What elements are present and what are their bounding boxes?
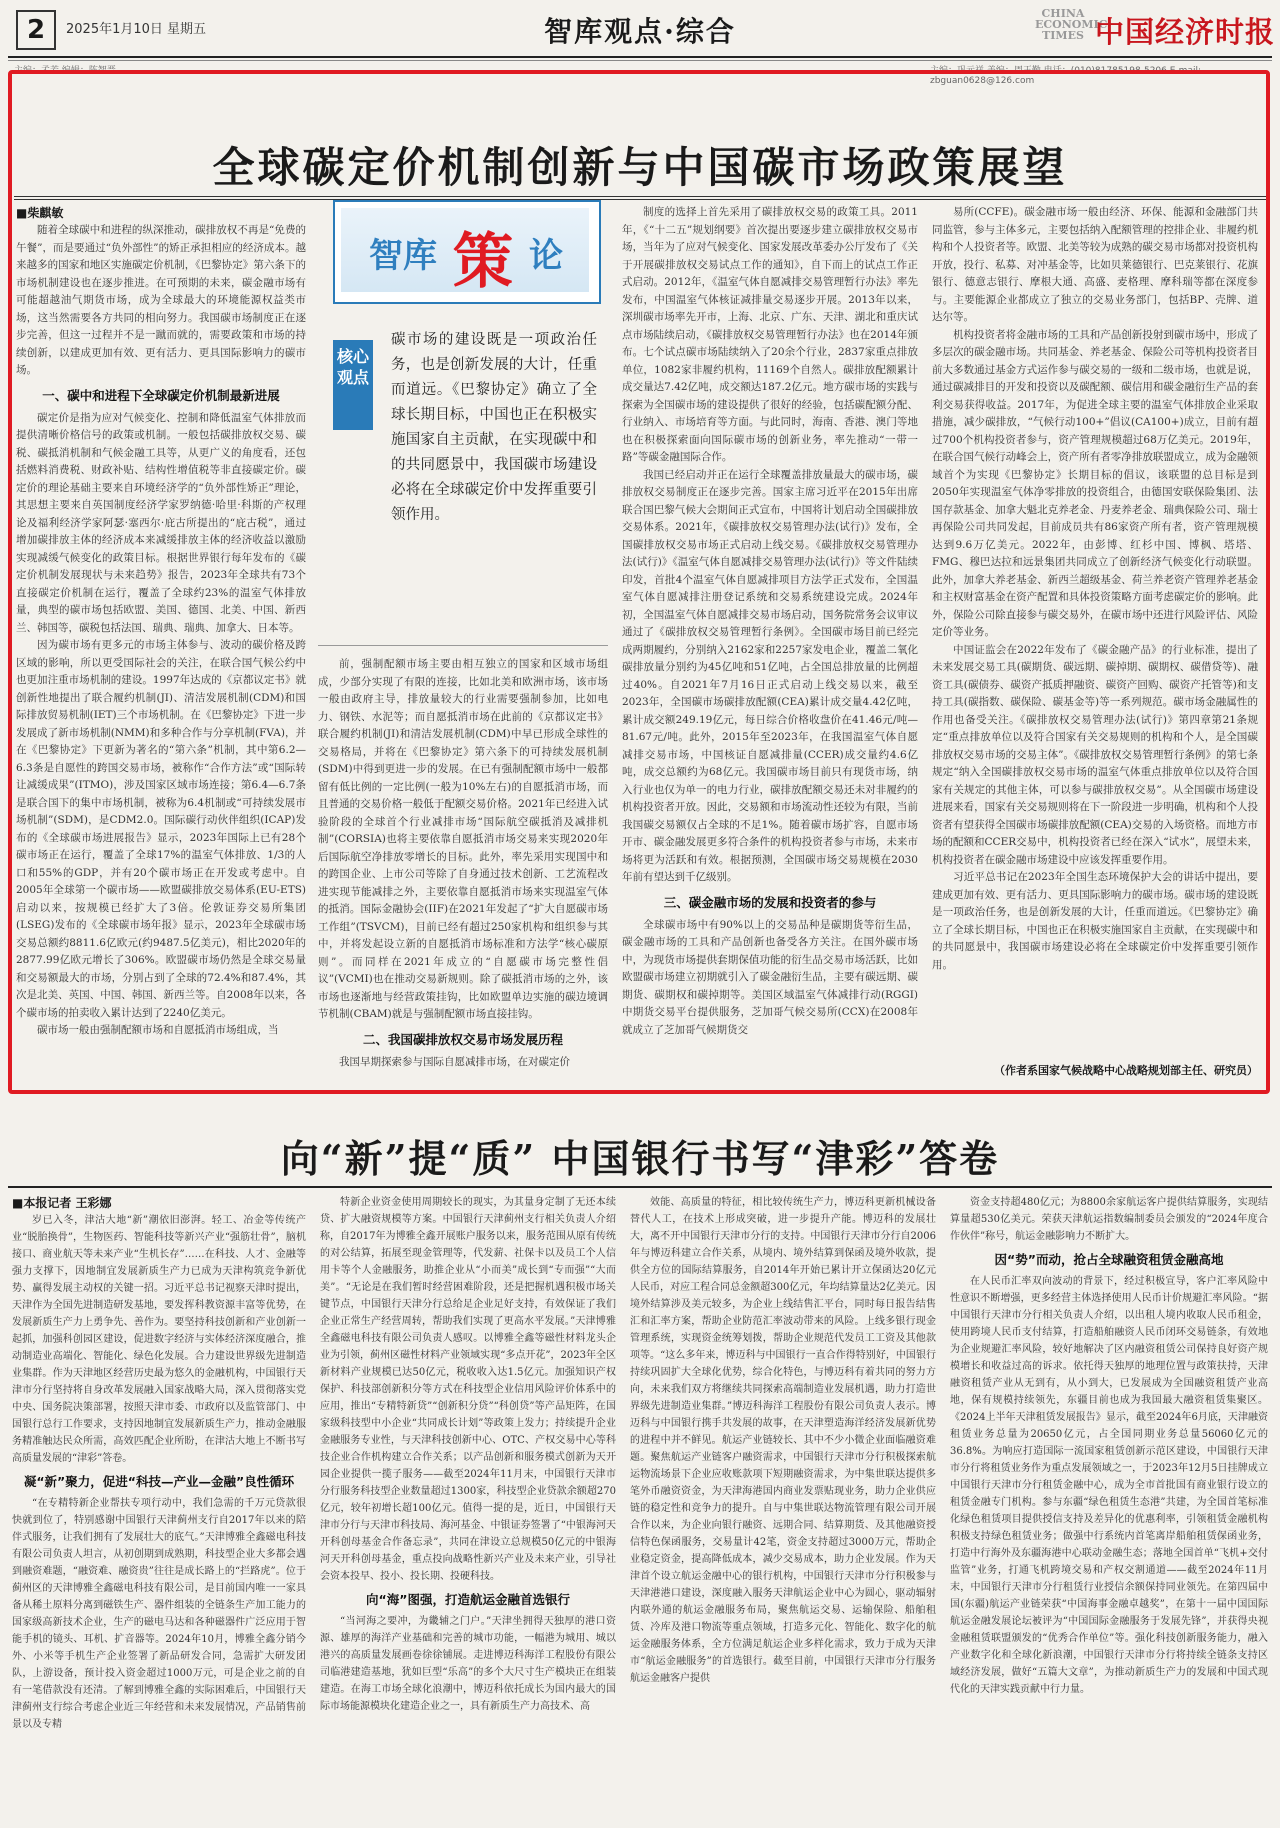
paper-logo: 中国经济时报: [1095, 15, 1276, 49]
paragraph: 机构投资者将金融市场的工具和产品创新投射到碳市场中，形成了多层次的碳金融市场。共同基金、养老基金、保险公司等机构投资者目前大多数通过基金方式运作参与碳交易的一级和二级市场，也就是说，通过碳减排目的开发和投资以及碳配额、碳信用和碳金融衍生产品的套利交易获得收益。2017年，为促进全球主要的温室气体排放企业采取措施，减少碳排放，“气候行动100+”倡议(CA100+)成立，目前有超过700个机构投资者参与，资产管理规模超过68万亿美元。2019年，在联合国气候行动峰会上，资产所有者零净排放联盟成立，成为金融领域首个为实现《巴黎协定》长期目标的倡议，该联盟的总目标是到2050年实现温室气体净零排放的投资组合，由德国安联保险集团、法国存款基金、加拿大魁北克养老金、丹麦养老金、瑞典保险公司、瑞士再保险公司共同发起，目前成员共有86家资产所有者，资产管理规模达到9.6万亿美元。2022年，由彭博、红杉中国、博枫、塔塔、FMG、穆巴达拉和远景集团共同成立了创新经济气候变化行动联盟。此外，加拿大养老基金、新西兰超级基金、荷兰养老资产管理养老基金和主权财富基金在资产配置和具体投资策略方面考虑碳定价的影响。此外，保险公司除直接参与碳交易外，在碳市场中还进行风险评估、风险定价等业务。: [932, 328, 1258, 638]
page-number: 2: [16, 10, 56, 50]
masthead-rule-thin: [8, 60, 1272, 61]
paragraph: 随着全球碳中和进程的纵深推动，碳排放权不再是“免费的午餐”，而是要通过“负外部性”的矫正承担相应的经济成本。越来越多的国家和地区实施碳定价机制，《巴黎协定》第六条下的市场机制建设也在逐步推进。在可预期的未来，碳金融市场有可能超越油气期货市场，成为全球最大的环境能源权益类市场，这当然需要各方共同的相向努力。我国碳市场制度正在逐步完善，但这一过程并不是一蹴而就的，需要政策和市场的持续创新，以建成更加有效、更有活力、更具国际影响力的碳市场。: [16, 224, 306, 376]
core-viewpoint-box: [333, 318, 597, 618]
article2-title: 向“新”提“质” 中国银行书写“津彩”答卷: [280, 1136, 1000, 1181]
badge-label-mid: 策: [453, 227, 513, 297]
article-title: 全球碳定价机制创新与中国碳市场政策展望: [212, 143, 1068, 192]
author-credit: （作者系国家气候战略中心战略规划部主任、研究员）: [994, 1064, 1258, 1077]
article2-rule: [8, 1186, 1272, 1188]
title-rule-2: [14, 199, 1266, 200]
editor-info-left: 主编：孟芳 编辑：陈智晋: [14, 66, 116, 76]
paragraph: 易所(CCFE)。碳金融市场一般由经济、环保、能源和金融部门共同监管，参与主体多元，主要包括纳入配额管理的控排企业、非履约机构和个人投资者等。欧盟、北美等较为成熟的碳交易市场都对投资机构开放，投行、私募、对冲基金等，比如贝莱德银行、巴克莱银行、花旗银行、德意志银行、摩根大通、高盛、麦格理、摩科瑞等都在深度参与。主要能源企业都成立了独立的交易业务部门，包括BP、壳牌、道达尔等。: [932, 206, 1258, 323]
section-title: 智库观点·综合: [544, 15, 736, 48]
core-box-divider: [318, 645, 608, 646]
paragraph: 资金支持超480亿元；为8800余家航运客户提供结算服务，实现结算量超530亿美元。荣获天津航运指数编制委员会颁发的“2024年度合作伙伴”称号，航运金融影响力不断扩大。: [950, 1197, 1268, 1242]
paragraph: 我国早期探索参与国际自愿减排市场，在对碳定价: [339, 1055, 570, 1068]
section-heading-2: 二、我国碳排放权交易市场发展历程: [362, 1031, 563, 1047]
paper-english-name: CHINA ECONOMIC TIMES: [1035, 7, 1108, 42]
paragraph: 因为碳市场有更多元的市场主体参与、波动的碳价格及跨区域的影响，所以更受国际社会的关注，在联合国气候公约中也更加注重市场机制的建设。1997年达成的《京都议定书》就创新性地提出了联合履约机制(JI)、清洁发展机制(CDM)和国际排放贸易机制(IET)三个市场机制。在《巴黎协定》下进一步发展成了新市场机制(NMM)和多种合作与分享机制(FVA)，并在《巴黎协定》下更新为著名的“第六条”机制，其中第6.2—6.3条是自愿性的跨国交易市场，被称作“合作方法”或“国际转让减缓成果”(ITMO)，涉及国家区域市场连接；第6.4—6.7条是联合国下的集中市场机制，被称为6.4机制或“可持续发展市场机制”(SDM)，是CDM2.0。国际碳行动伙伴组织(ICAP)发布的《全球碳市场进展报告》显示，2023年国际上已有28个碳市场正在运行，覆盖了全球17%的温室气体排放、1/3的人口和55%的GDP，并有20个碳市场正在开发或考虑中。自2005年全球第一个碳市场——欧盟碳排放交易体系(EU-ETS)启动以来，按规模已经扩大了3倍。伦敦证券交易所集团(LSEG)发布的《全球碳市场年报》显示，2023年全球碳市场交易总额约8811.6亿欧元(约9487.5亿美元)，相比2020年的2877.99亿欧元增长了306%。欧盟碳市场仍然是全球交易量和交易额最大的市场，分别占到了全球的72.4%和87.4%，其次是北美、英国、中国、韩国、新西兰等。自2008年以来，各个碳市场的拍卖收入累计达到了2240亿美元。: [16, 639, 306, 1019]
paragraph: 前，强制配额市场主要由相互独立的国家和区域市场组成，少部分实现了有限的连接，比如北美和欧洲市场，该市场一般由政府主导，排放量较大的行业需要强制参加，比如电力、钢铁、水泥等；而自愿抵消市场在此前的《京都议定书》联合履约机制(JI)和清洁发展机制(CDM)中早已形成全球性的交易格局，并将在《巴黎协定》第六条下的可持续发展机制(SDM)中得到更进一步的发展。在已有强制配额市场中一般都留有低比例的一定比例(一般为10%左右)的自愿抵消市场，而且普通的交易价格一般低于配额交易价格。2021年已经进入试验阶段的全球首个行业减排市场“国际航空碳抵消及减排机制”(CORSIA)也将主要依靠自愿抵消市场交易来实现2020年后国际航空净排放零增长的目标。此外，率先采用实现国中和的跨国企业、上市公司等除了自身通过技术创新、工艺流程改进实现节能减排之外，主要依靠自愿抵消市场来实现温室气体的抵消。国际金融协会(IIF)在2021年发起了“扩大自愿碳市场工作组”(TSVCM)，目前已经有超过250家机构和组织参与其中，并将发起设立新的自愿抵消市场标准和方法学“核心碳原则”。而同样在2021年成立的“自愿碳市场完整性倡议”(VCMI)也在推动交易新规则。除了碳抵消市场的之外，该市场也逐渐地与经营政策挂钩，比如欧盟单边实施的碳边境调节机制(CBAM)就是与强制配额市场直接挂钩。: [318, 658, 608, 1020]
paragraph: 碳市场一般由强制配额市场和自愿抵消市场组成，当: [37, 1024, 279, 1036]
article2-column-1: [12, 1212, 306, 1822]
author-byline: ■柴麒敏: [16, 206, 64, 220]
masthead: [0, 0, 1280, 86]
title-rule: [14, 196, 1266, 197]
paragraph: 全球碳市场中有90%以上的交易品种是碳期货等衍生品，碳金融市场的工具和产品创新也备受各方关注。在国外碳市场中，为现货市场提供套期保值功能的衍生品交易市场活跃，比如欧盟碳市场建立初期就引入了碳金融衍生品，主要有碳远期、碳期货、碳期权和碳掉期等。美国区域温室气体减排行动(RGGI)中期货交易平台提供服务，芝加哥气候交易所(CCX)在2008年就成立了芝加哥气候期货交: [622, 918, 918, 1036]
paragraph: 岁已入冬，津沽大地“新”潮依旧澎湃。轻工、冶金等传统产业“脱胎换骨”，生物医药、智能科技等新兴产业“强筋壮骨”，脑机接口、商业航天等未来产业“生机长存”……在科技、人才、金融等强力支撑下，因地制宜发展新质生产力已成为天津构筑竞争新优势、赢得发展主动权的关键一招。习近平总书记视察天津时提出，天津作为全国先进制造研发基地，要发挥科教资源丰富等优势，在发展新质生产力上勇争先、善作为。要坚持科技创新和产业创新一起抓，加强科创园区建设，促进数字经济与实体经济深度融合，推动制造业高端化、智能化、绿色化发展。合力建设世界级先进制造业集群。作为天津地区经营历史最为悠久的金融机构，中国银行天津市分行坚持将自身改革发展融入国家战略大局，深入贯彻落实党中央、国务院决策部署，按照天津市委、市政府以及监管部门、中国银行总行工作要求，支持因地制宜发展新质生产力，推动金融服务精准触达民众所需，高效匹配企业所盼，在津沽大地上不断书写高质量发展的“津彩”答卷。: [12, 1215, 306, 1464]
article2-byline: ■本报记者 王彩娜: [12, 1196, 112, 1210]
issue-date: 2025年1月10日 星期五: [66, 22, 207, 37]
paragraph: 习近平总书记在2023年全国生态环境保护大会的讲话中提出，要建成更加有效、更有活力、更具国际影响力的碳市场。碳市场的建设既是一项政治任务，也是创新发展的大计，任重而道远。《巴黎协定》确立了全球长期目标，中国也正在积极实施国家自主贡献，在实现碳中和的共同愿景中，我国碳市场建设必将在全球碳定价中发挥重要引领作用。: [932, 871, 1258, 971]
article-column-1: [16, 222, 306, 1082]
paragraph: “在专精特新企业帮扶专项行动中，我们急需的千万元贷款很快就到位了，特别感谢中国银行天津蓟州支行自2017年以来的陪伴式服务，让我们拥有了发展壮大的底气。”天津博雅全鑫磁电科技有限公司负责人坦言，从初创期到成熟期，科技型企业大多都会遇到融资难题，“融资难、融资贵”往往是成长路上的“拦路虎”。位于蓟州区的天津博雅全鑫磁电科技有限公司，是目前国内唯一一家具备从稀土原料分离到磁铁生产、器件组装的全链条生产加工能力的国家级高新技术企业，生产的磁电马达和各种磁器件广泛应用于智能手机的镜头、耳机、扩音器等。2024年10月，博雅全鑫分销今外、小米等手机生产企业签署了新品研发合同，急需扩大研发团队，上游设备，预计投入资金超过1000万元，可是企业之前的自有一笔借款没有还清。了解到博雅全鑫的实际困难后，中国银行天津蓟州支行综合考虑企业近三年经营和未来发展情况，产品销售前景以及专精: [12, 1498, 306, 1730]
core-viewpoint-text: 碳市场的建设既是一项政治任务，也是创新发展的大计，任重而道远。《巴黎协定》确立了全球长期目标，中国也正在积极实施国家自主贡献，在实现碳中和的共同愿景中，我国碳市场建设必将在全球碳定价中发挥重要引领作用。: [391, 332, 597, 523]
section-heading-1: 一、碳中和进程下全球碳定价机制最新进展: [42, 387, 280, 403]
badge-label-right: 论: [529, 236, 563, 276]
paragraph: “当河海之要冲，为畿辅之门户。”天津坐拥得天独厚的港口资源、雄厚的海洋产业基础和完善的城市功能，一幅港为城用、城以港兴的高质量发展画卷徐徐铺展。走进博迈科海洋工程股份有限公司临港建造基地，犹如巨型“乐高”的多个大尺寸生产模块正在组装建造。在海工市场全球化浪潮中，博迈科依托成长为国内最大的国际市场能源模块化建造企业之一，具有新质生产力高技术、高: [320, 1616, 616, 1712]
article2-column-3: [630, 1194, 936, 1822]
masthead-rule: [8, 56, 1272, 58]
paragraph: 我国已经启动并正在运行全球覆盖排放量最大的碳市场，碳排放权交易制度正在逐步完善。国家主席习近平在2015年出席联合国巴黎气候大会期间正式宣布，中国将计划启动全国碳排放交易体系。2021年，《碳排放权交易管理办法(试行)》发布，全国碳排放权交易市场正式启动上线交易。《碳排放权交易管理办法(试行)》《温室气体自愿减排交易管理办法(试行)》等文件陆续印发，首批4个温室气体自愿减排项目方法学正式发布，全国温室气体自愿减排注册登记系统和交易系统建设完成。2024年初，全国温室气体自愿减排交易市场启动，国务院常务会议审议通过了《碳排放权交易管理暂行条例》。全国碳市场目前已经完成两期履约，分别纳入2162家和2257家发电企业，覆盖二氧化碳排放量分别约为45亿吨和51亿吨，占全国总排放量的比例超过40%。自2021年7月16日正式启动上线交易以来，截至2023年，全国碳市场碳排放配额(CEA)累计成交量4.42亿吨，累计成交额249.19亿元，每日综合价格收盘价在41.46元/吨—81.67元/吨。此外，2015年至2023年，在我国温室气体自愿减排交易市场，中国核证自愿减排量(CCER)成交量约4.6亿吨，成交总额约为68亿元。我国碳市场目前只有现货市场，纳入行业也仅为单一的电力行业，碳排放配额交易还未对非履约的机构投资者开放。因此，交易额和市场流动性还较为有限，当前我国碳交易额仅占全球的不足1%。随着碳市场扩容，自愿市场开市、碳金融发展更多符合条件的机构投资者参与市场，未来市场将更为活跃和有效。根据预测，全国碳市场交易规模在2030年前有望达到千亿级别。: [622, 468, 918, 883]
badge-label-left: 智库: [369, 236, 437, 276]
paragraph: 碳定价是指为应对气候变化、控制和降低温室气体排放而提供清晰价格信号的政策或机制。一般包括碳排放权交易、碳税、碳抵消机制和气候金融工具等，从更广义的角度看，还包括燃料消费税、财政补贴、结构性增值税等非直接碳定价。碳定价的理论基础主要来自环境经济学的“负外部性矫正”理论，其思想主要来自英国制度经济学家罗纳德·哈里·科斯的产权理论及福利经济学家阿瑟·塞西尔·庇古所提出的“庇古税”，通过增加碳排放主体的经济成本来减缓排放主体的经济收益以激励实现减缓气候变化的政策目标。根据世界银行每年发布的《碳定价机制发展现状与未来趋势》报告，2023年全球共有73个直接碳定价机制在运行，覆盖了全球约23%的温室气体排放量，典型的碳市场包括欧盟、美国、德国、北美、中国、新西兰、韩国等，碳税包括法国、瑞典、瑞典、加拿大、日本等。: [16, 411, 306, 634]
paragraph: 效能、高质量的特征，相比较传统生产力，博迈科更新机械设备替代人工，在技术上形成突破，进一步提升产能。博迈科的发展壮大，离不开中国银行天津市分行的支持。中国银行天津市分行自2006年与博迈科建立合作关系，从境内、境外结算到保函及境外收款，提供全方位的国际结算服务，自2014年开始已累计开立保函达20亿元人民币，对应工程合同总金额超300亿元，年均结算量达2亿美元。因境外结算涉及美元较多，为企业上线结售汇平台，同时每日报告结售汇和汇率方案，帮助企业防范汇率波动带来的风险。上线多银行现金管理系统，实现资金统筹划拨，帮助企业规范代发员工工资及其他款项等。“这么多年来，博迈科与中国银行一直合作得特别好，中国银行持续巩固扩大全球化优势，综合化特色，与博迈科有着共同的努力方向，未来我们双方将继续共同探索高端制造业发展机遇，助力打造世界级先进制造业集群。”博迈科海洋工程股份有限公司负责人表示。博迈科与中国银行携手共发展的故事，在天津塑造海洋经济发展新优势的进程中并不鲜见。航运产业链较长、其中不少小微企业面临融资难题。聚焦航运产业链客户融资需求，中国银行天津市分行积极探索航运物流场景下企业应收账款项下短期融资需求，为中集世联达提供多笔外币融资资金，为天津海港国内商业发票贴现业务，助力企业供应链的稳定性和竞争力的提升。自与中集世联达物流管理有限公司开展合作以来，为企业向银行融资、远期合同、结算期货、及其他融资授信特色保函服务，交易量计42笔，资金支持超过3000万元，帮助企业稳定资金，提高降低成本，减少交易成本，助力企业发展。作为天津首个设立航运金融中心的银行机构，中国银行天津市分行积极参与天津港港口建设，深度融入服务天津航运企业中心为圆心，驱动辐射内联外通的航运金融服务布局，聚焦航运交易、运输保险、船舶租赁、冷库及港口物流等重点领域，打造多元化、智能化、数字化的航运金融服务体系，全方位满足航运企业多样化需求，致力于成为天津市“航运金融服务”的首选银行。截至目前，中国银行天津市分行服务航运金融客户提供: [630, 1197, 936, 1684]
think-tank-badge: [333, 200, 601, 304]
article2-heading-3: 因“势”而动，抢占全球融资租赁金融高地: [994, 1252, 1224, 1267]
editor-info-right: 主编：巩元祥 美编：周玉勤 电话：(010)81785198-5206 E-mail: zbguan0628@126.com: [930, 66, 1201, 86]
section-heading-3: 三、碳金融市场的发展和投资者的参与: [663, 894, 877, 910]
article-column-2: [318, 656, 608, 1081]
core-viewpoint-tag: 核心观点: [333, 340, 373, 430]
paragraph: 特新企业资金使用周期较长的现实，为其量身定制了无还本续贷、扩大融资规模等方案。中国银行天津蓟州支行相关负责人介绍称，自2017年为博雅全鑫开展账户服务以来，服务范围从原有传统的对公结算，拓展至现金管理等，代发薪、社保卡以及员工个人信用卡等个人金融服务，助推企业从“小而美”成长到“专而强”“大而美”。“无论是在我们暂时经营困难阶段，还是把握机遇积极市场关键节点，中国银行天津分行总给足企业足好支持，有效保证了我们企业正常生产经营周转，帮助我们实现了更高水平发展。”天津博雅全鑫磁电科技有限公司负责人感叹。以博雅全鑫等磁性材料龙头企业为引领，蓟州区磁性材料产业领域实现“多点开花”，2023年全区新材料产业规模已达50亿元，税收收入达1.5亿元。加强知识产权保护、科技部创新积分等方式在科技型企业信用风险评价体系中的应用，推出“专精特新贷”“创新积分贷”“科创贷”等产品矩阵，在国家级科技型中小企业“共同成长计划”等政策上发力；持续提升企业金融服务专业性，与天津科技创新中心、OTC、产权交易中心等科技企业合作机构建立合作关系；以产品创新和服务模式创新为天开园企业提供一揽子服务——截至2024年11月末，中国银行天津市分行服务科技型企业数量超过1300家，科技型企业贷款余额超270亿元，较年初增长超100亿元。值得一提的是，近日，中国银行天津市分行与天津市科技局、海河基金、中银证券签署了“中银海河天开科创母基金合作备忘录”，共同在津设立总规模50亿元的中银海河天开科创母基金，重点投向战略性新兴产业及未来产业，引导社会资本投早、投小、投长期、投硬科技。: [320, 1197, 616, 1582]
article-column-3: [622, 204, 918, 1082]
paragraph: 在人民币汇率双向波动的背景下，经过积极宣导，客户汇率风险中性意识不断增强，更多经营主体选择使用人民币计价规避汇率风险。“据中国银行天津市分行相关负责人介绍，以出租人境内收取人民币租金，使用跨境人民币支付结算，打造船舶融资人民币闭环交易链条，有效地为企业规避汇率风险，较好地解决了区内融资租赁公司保持良好资产规模增长和收益过高的诉求。依托得天独厚的地理位置与政策扶持，天津融资租赁产业从无到有，从小到大，已发展成为全国融资租赁产业高地，保有规模持续领先，东疆目前也成为我国最大融资租赁集聚区。《2024上半年天津租赁发展报告》显示，截至2024年6月底，天津融资租赁业务总量为20650亿元，占全国同期业务总量56060亿元的36.8%。为响应打造国际一流国家租赁创新示范区建设，中国银行天津市分行将租赁业务作为重点发展领域之一，于2023年12月5日挂牌成立中国银行天津市分行租赁金融中心，成为全市首批国有商业银行设立的租赁金融专门机构。参与东疆“绿色租赁生态港”共建，为全国首笔标准化绿色租赁项目提供授信支持及差异化的优惠利率，引领租赁金融机构积极支持绿色租赁业务；做强中行系统内首笔离岸船舶租赁保函业务，打造中行海外及东疆海港中心联动金融生态；落地全国首单“飞机+交付监管”业务，打通飞机跨境交易和产权交割通道——截至2024年11月末，中国银行天津市分行租赁行业授信余额保持同业领先。在第四届中国(东疆)航运产业链荣获“中国海事金融卓越奖”，在第十一届中国国际航运金融发展论坛被评为“中国国际金融服务于发展先锋”，并获得央视金融租赁联盟颁发的“优秀合作单位”等。强化科技创新服务能力，融入产业数字化和全球化新浪潮，中国银行天津市分行将持续全链条支持区域经济发展，做好“五篇大文章”，为推动新质生产力的发展和中国式现代化的天津实践贡献中行力量。: [950, 1276, 1268, 1695]
article-column-4: [932, 204, 1258, 1056]
article2-heading-1: 凝“新”聚力，促进“科技—产业—金融”良性循环: [23, 1474, 295, 1489]
article2-column-4: [950, 1194, 1268, 1822]
article2-column-2: [320, 1194, 616, 1822]
article2-heading-2: 向“海”图强，打造航运金融首选银行: [366, 1592, 570, 1607]
paragraph: 制度的选择上首先采用了碳排放权交易的政策工具。2011年，《“十二五”规划纲要》首次提出要逐步建立碳排放权交易市场，当年为了应对气候变化、国家发展改革委办公厅发布了《关于开展碳排放权交易试点工作的通知》，自下而上的试点工作正式启动。2012年，《温室气体自愿减排交易管理暂行办法》率先发布，中国温室气体核证减排量交易逐步开展。2013年以来，深圳碳市场率先开市，上海、北京、广东、天津、湖北和重庆试点市场陆续启动，《碳排放权交易管理暂行办法》也在2014年颁布。七个试点碳市场陆续纳入了20余个行业，2837家重点排放单位，1082家非履约机构，11169个自然人。碳排放配额累计成交量达7.42亿吨，成交额达187.2亿元。地方碳市场的实践与探索为全国碳市场的建设提供了很好的经验，包括碳配额分配、行业纳入、市场培育等方面。与此同时，海南、香港、澳门等地也在积极探索面向国际碳市场的创新业务，率先推动“一带一路”等碳金融国际合作。: [622, 206, 918, 463]
paragraph: 中国证监会在2022年发布了《碳金融产品》的行业标准，提出了未来发展交易工具(碳期货、碳远期、碳掉期、碳期权、碳借贷等)、融资工具(碳债券、碳资产抵质押融资、碳资产回购、碳资产托管等)和支持工具(碳指数、碳保险、碳基金等)等一系列规范。碳市场金融属性的作用也备受关注。《碳排放权交易管理办法(试行)》第四章第21条规定“重点排放单位以及符合国家有关交易规则的机构和个人，是全国碳排放权交易市场的交易主体”。《碳排放权交易管理暂行条例》的第七条规定“纳入全国碳排放权交易市场的温室气体重点排放单位以及符合国家有关规定的其他主体，可以参与碳排放权交易”。从全国碳市场建设进展来看，国家有关交易规则将在下一阶段进一步明确，机构和个人投资者有望获得全国碳市场碳排放配额(CEA)交易的入场资格。而地方市场的配额和CCER交易中，机构投资者已经在深入“试水”，展望未来，机构投资者在碳金融市场建设中应该发挥重要作用。: [932, 643, 1258, 866]
